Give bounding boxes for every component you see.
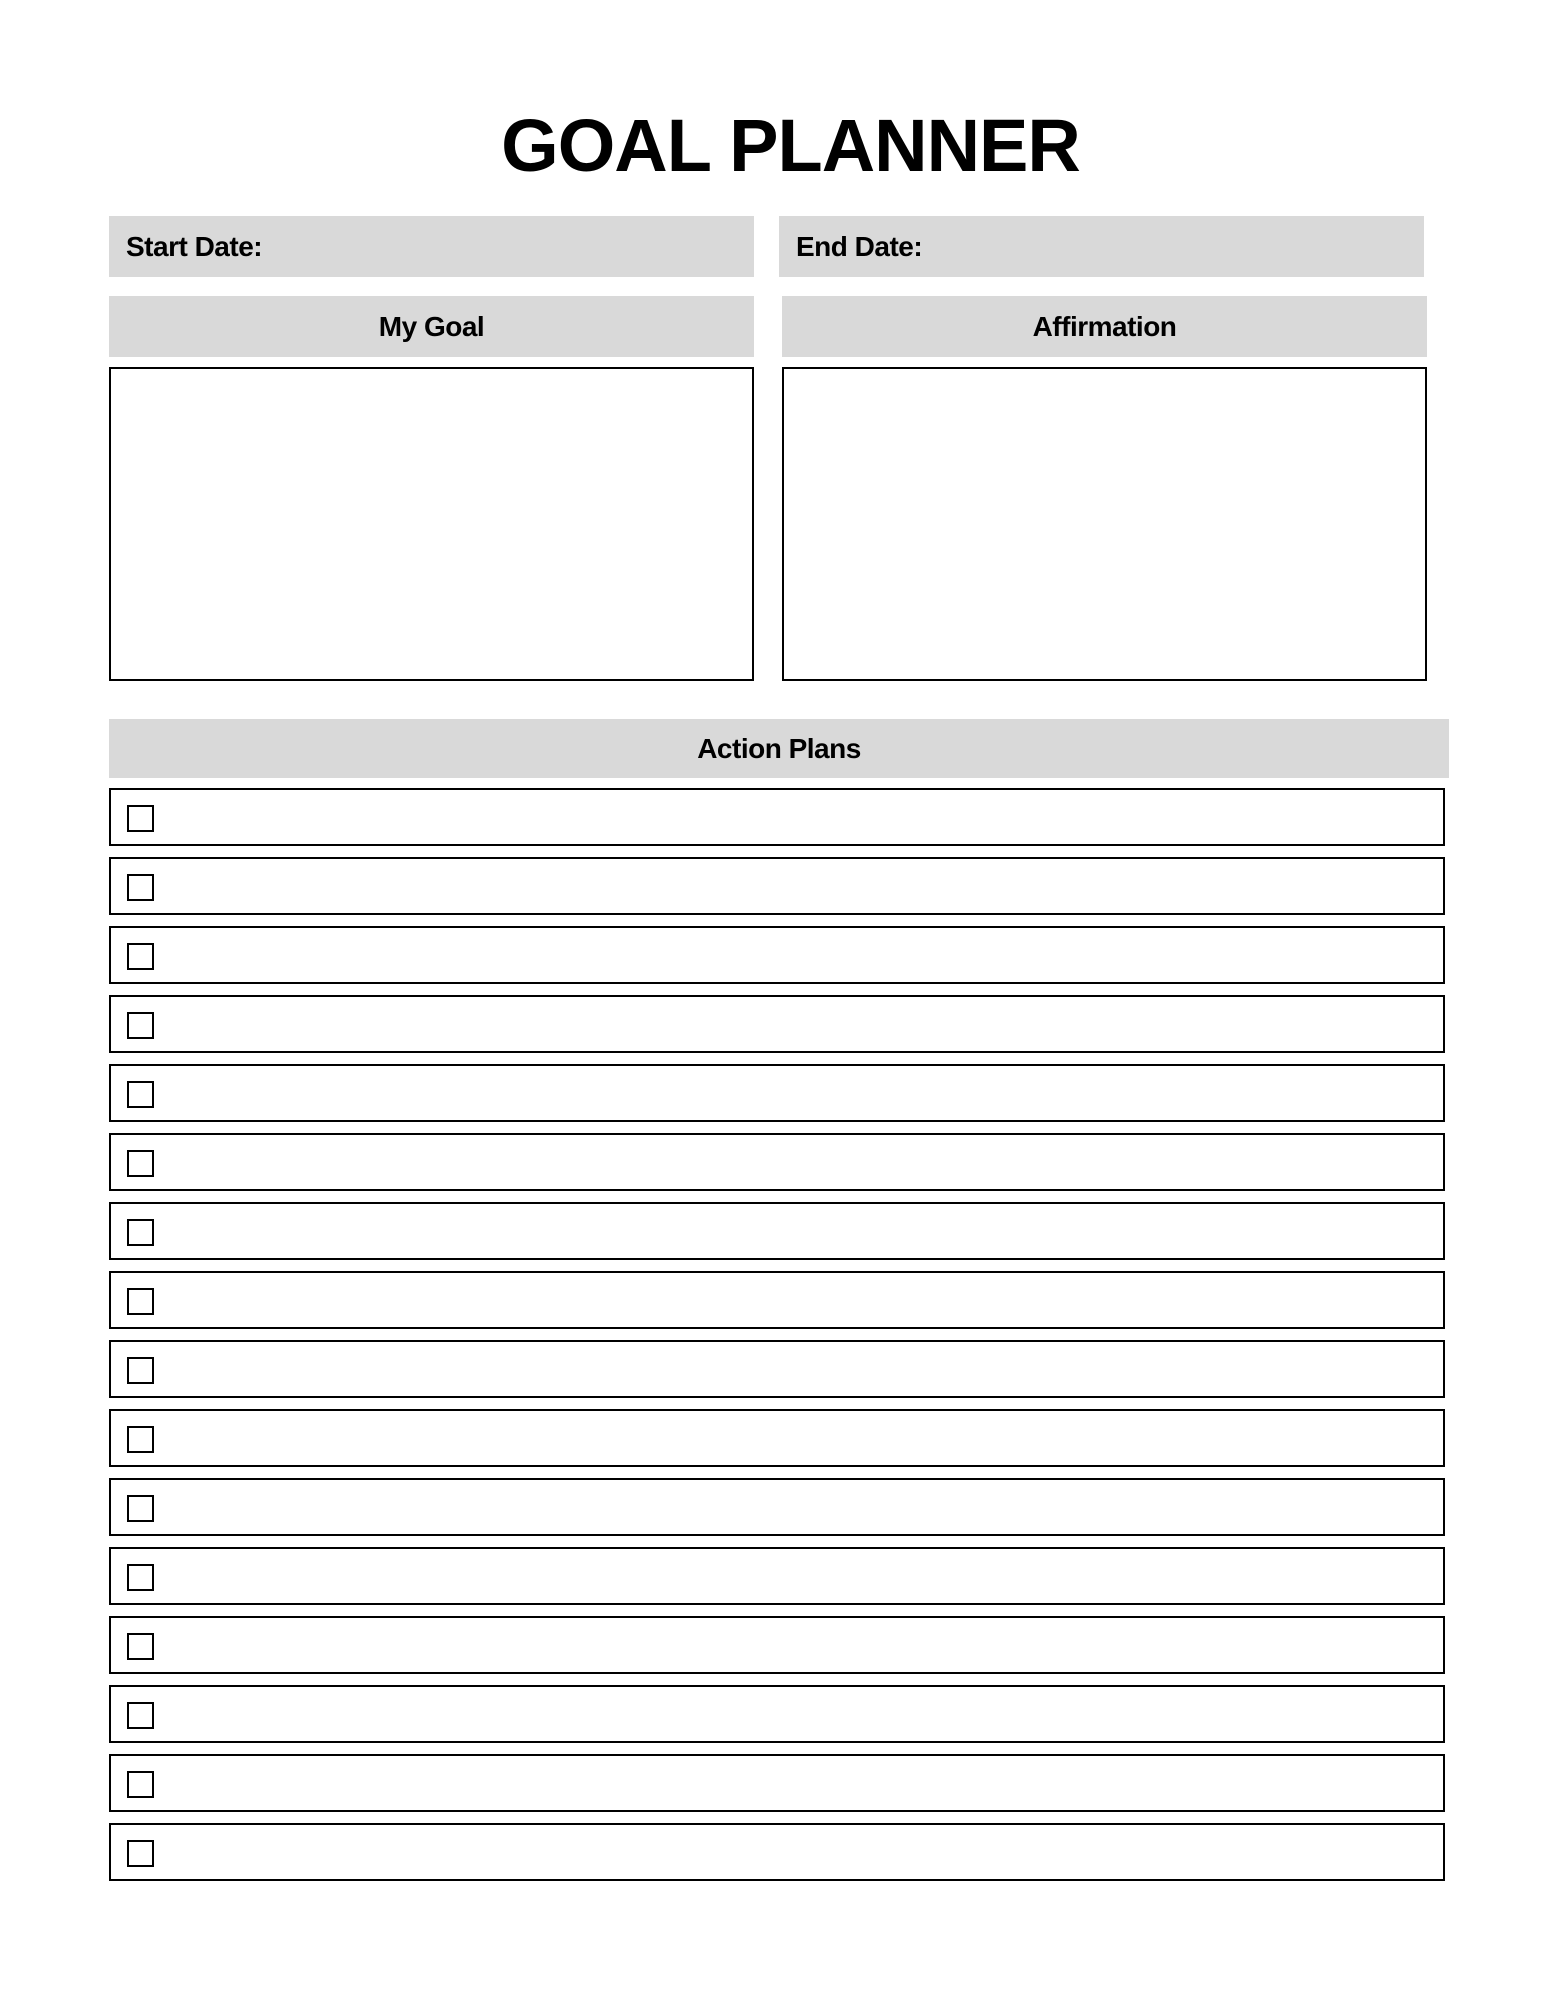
action-plans-header (109, 719, 1449, 778)
page-title: GOAL PLANNER (501, 104, 1080, 187)
affirmation-header (782, 296, 1427, 357)
action-plan-row (109, 1133, 1445, 1191)
action-plan-row (109, 1754, 1445, 1812)
my-goal-label: My Goal (378, 310, 485, 342)
end-date-label: End Date: (796, 230, 923, 262)
checkbox-icon[interactable] (127, 1495, 154, 1522)
checkbox-icon[interactable] (127, 874, 154, 901)
action-plan-input[interactable] (171, 1074, 1433, 1112)
action-plan-row (109, 1409, 1445, 1467)
checkbox-icon[interactable] (127, 1771, 154, 1798)
checkbox-icon[interactable] (127, 1702, 154, 1729)
my-goal-textarea[interactable] (109, 367, 754, 681)
action-plan-row (109, 1271, 1445, 1329)
affirmation-textarea[interactable] (782, 367, 1427, 681)
action-plan-input[interactable] (171, 1833, 1433, 1871)
checkbox-icon[interactable] (127, 1633, 154, 1660)
action-plan-input[interactable] (171, 1350, 1433, 1388)
action-plan-row (109, 995, 1445, 1053)
action-plan-input[interactable] (171, 1557, 1433, 1595)
action-plan-row (109, 1616, 1445, 1674)
action-plan-row (109, 788, 1445, 846)
action-plan-input[interactable] (171, 1419, 1433, 1457)
action-plan-row (109, 1685, 1445, 1743)
start-date-label: Start Date: (126, 230, 263, 262)
checkbox-icon[interactable] (127, 1081, 154, 1108)
action-plan-input[interactable] (171, 1005, 1433, 1043)
checkbox-icon[interactable] (127, 1288, 154, 1315)
action-plan-input[interactable] (171, 798, 1433, 836)
action-plans-list (109, 788, 1445, 1892)
action-plan-input[interactable] (171, 936, 1433, 974)
end-date-field[interactable] (779, 216, 1424, 277)
action-plan-row (109, 1340, 1445, 1398)
action-plan-input[interactable] (171, 867, 1433, 905)
action-plan-row (109, 1823, 1445, 1881)
my-goal-header (109, 296, 754, 357)
action-plans-label: Action Plans (697, 732, 861, 764)
checkbox-icon[interactable] (127, 1012, 154, 1039)
action-plan-row (109, 926, 1445, 984)
start-date-field[interactable] (109, 216, 754, 277)
action-plan-input[interactable] (171, 1488, 1433, 1526)
action-plan-row (109, 1064, 1445, 1122)
action-plan-input[interactable] (171, 1695, 1433, 1733)
checkbox-icon[interactable] (127, 943, 154, 970)
action-plan-row (109, 857, 1445, 915)
action-plan-row (109, 1478, 1445, 1536)
action-plan-input[interactable] (171, 1626, 1433, 1664)
action-plan-input[interactable] (171, 1143, 1433, 1181)
checkbox-icon[interactable] (127, 1840, 154, 1867)
checkbox-icon[interactable] (127, 1357, 154, 1384)
checkbox-icon[interactable] (127, 1219, 154, 1246)
action-plan-row (109, 1202, 1445, 1260)
checkbox-icon[interactable] (127, 1426, 154, 1453)
action-plan-input[interactable] (171, 1281, 1433, 1319)
action-plan-row (109, 1547, 1445, 1605)
checkbox-icon[interactable] (127, 1564, 154, 1591)
action-plan-input[interactable] (171, 1212, 1433, 1250)
action-plan-input[interactable] (171, 1764, 1433, 1802)
checkbox-icon[interactable] (127, 805, 154, 832)
affirmation-label: Affirmation (1032, 310, 1177, 342)
checkbox-icon[interactable] (127, 1150, 154, 1177)
